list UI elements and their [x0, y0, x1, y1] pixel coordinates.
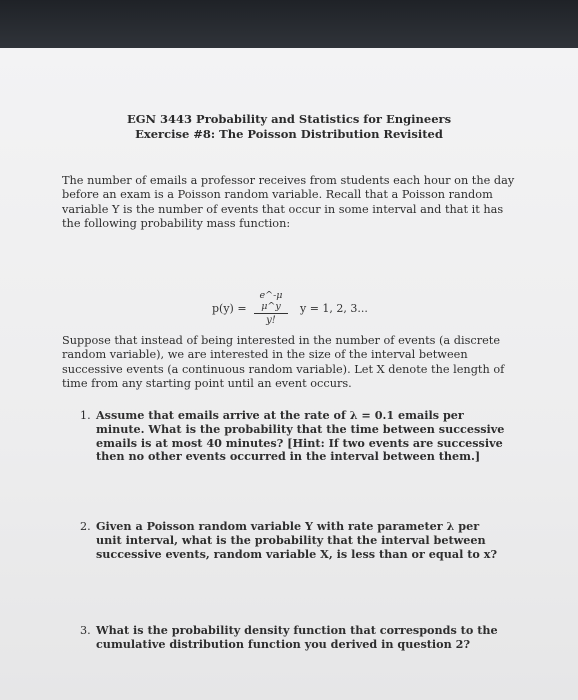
- intro-paragraph: The number of emails a professor receives from students each hour on the day before an exam is a Poisson random variable. Recall that a Poisson random variable Y is the number of events that occur in some interval and that it has the following probability mass function:: [62, 174, 515, 231]
- formula-lhs: p(y) =: [212, 302, 247, 315]
- fraction-bar: [254, 313, 288, 314]
- question-text: Given a Poisson random variable Y with rate parameter λ per unit interval, what is the probability that the interval between successive events, random variable X, is less than or equal to x?: [96, 519, 498, 561]
- question-text: What is the probability density function that corresponds to the cumulative distribution function you derived in question 2?: [96, 623, 498, 651]
- formula-denominator: y!: [266, 315, 276, 326]
- question-1: [80, 409, 510, 479]
- question-number: 1.: [80, 409, 91, 422]
- question-number: 3.: [80, 624, 91, 637]
- question-text: Assume that emails arrive at the rate of λ = 0.1 emails per minute. What is the probability that the time between successive emails is at most 40 minutes? [Hint: If two events are successive then no other events occurred in the interval between them.]: [96, 408, 505, 464]
- top-bar: [0, 0, 578, 50]
- body-paragraph: Suppose that instead of being interested in the number of events (a discrete random variable), we are interested in the size of the interval between successive events (a continuous random variable). Let X denote the length of time from any starting point until an event occurs.: [62, 334, 505, 391]
- poisson-pmf-formula: [212, 290, 412, 330]
- question-2: [80, 520, 510, 570]
- question-number: 2.: [80, 520, 91, 533]
- formula-fraction: [254, 290, 288, 326]
- formula-numerator: e^-μ μ^y: [259, 290, 283, 312]
- formula-range: y = 1, 2, 3...: [300, 302, 368, 315]
- question-3: [80, 624, 510, 664]
- course-title: EGN 3443 Probability and Statistics for Engineers: [126, 112, 452, 126]
- exercise-title: Exercise #8: The Poisson Distribution Revisited: [135, 127, 443, 141]
